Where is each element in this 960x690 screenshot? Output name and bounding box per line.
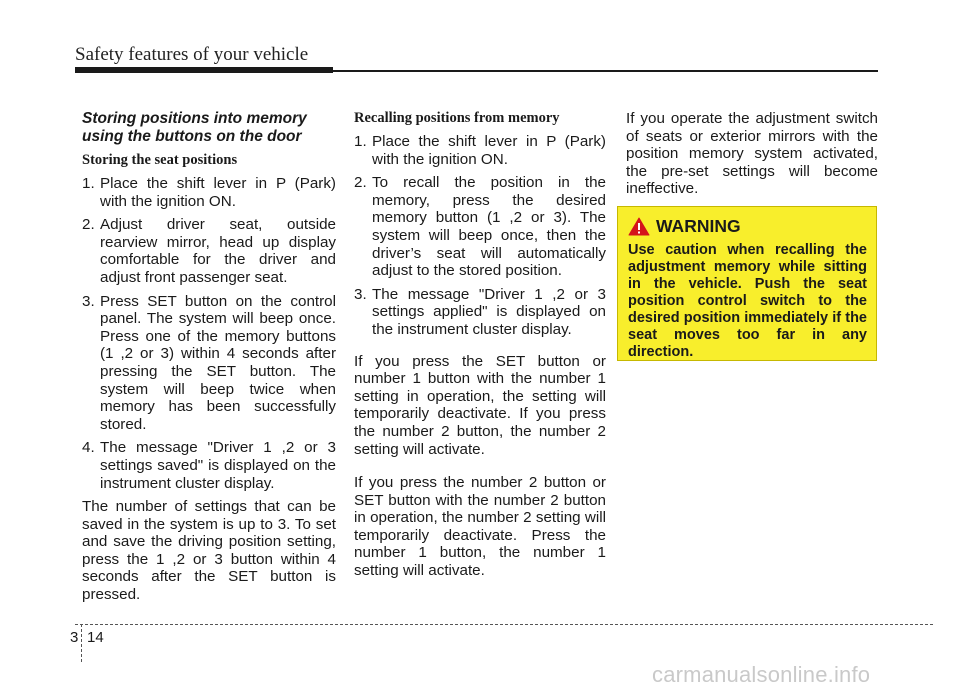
- store-steps-list: [82, 175, 336, 492]
- step-number: 1.: [354, 133, 367, 150]
- warning-text: Use caution when recalling the adjustment memory while sitting in the vehicle. Push the seat position control switch to the desired position immediately if the seat moves too far in any direction.: [628, 242, 867, 360]
- store-memory-heading: Storing positions into memory using the buttons on the door: [82, 110, 307, 145]
- right-column: [626, 110, 878, 198]
- watermark: carmanualsonline.info: [652, 662, 871, 687]
- section-title: Safety features of your vehicle: [75, 44, 309, 65]
- list-item: [82, 293, 336, 434]
- number2-button-paragraph: If you press the number 2 button or SET button with the number 2 button in operation, the number 2 setting will temporarily deactivate. Press the number 1 button, the number 1 setting will activate.: [354, 474, 606, 580]
- step-number: 4.: [82, 439, 95, 457]
- list-item: [82, 216, 336, 286]
- step-text: Adjust driver seat, outside rearview mirror, head up display comfortable for the driver and adjust front passenger seat.: [100, 216, 336, 286]
- step-number: 2.: [82, 216, 95, 234]
- step-number: 1.: [82, 175, 95, 192]
- header-rule-thin: [333, 70, 878, 72]
- page-number: 14: [87, 629, 104, 646]
- step-number: 2.: [354, 174, 367, 192]
- middle-column: [354, 110, 606, 580]
- list-item: [354, 286, 606, 339]
- header-rule-thick: [75, 67, 333, 73]
- chapter-number: 3: [70, 629, 79, 646]
- store-seat-subheading: Storing the seat positions: [82, 152, 238, 168]
- step-text: Press SET button on the control panel. The system will beep once. Press one of the memory buttons (1 ,2 or 3) within 4 seconds after pressing the SET button. The system will beep twice when memory has been successfully stored.: [100, 292, 336, 433]
- step-number: 3.: [82, 292, 95, 310]
- step-text: Place the shift lever in P (Park) with the ignition ON.: [100, 175, 336, 210]
- step-text: To recall the position in the memory, press the desired memory button (1 ,2 or 3). The system will beep once, then the driver’s seat will automatically adjust to the stored position.: [372, 174, 606, 280]
- list-item: [82, 439, 336, 492]
- ineffective-paragraph: If you operate the adjustment switch of seats or exterior mirrors with the position memory system activated, the pre-set settings will become ineffective.: [626, 110, 878, 198]
- step-number: 3.: [354, 285, 367, 303]
- footer-dashed-line: [75, 624, 933, 625]
- step-text: Place the shift lever in P (Park) with the ignition ON.: [372, 133, 606, 168]
- footer-dashed-separator: [81, 624, 82, 662]
- set-button-paragraph: If you press the SET button or number 1 button with the number 1 setting in operation, the setting will temporarily deactivate. If you press the number 2 button, the number 2 setting will activate.: [354, 352, 606, 458]
- recall-heading: Recalling positions from memory: [354, 110, 560, 126]
- settings-limit-paragraph: The number of settings that can be saved in the system is up to 3. To set and save the driving position setting, press the 1 ,2 or 3 button within 4 seconds after the SET button is pressed.: [82, 498, 336, 604]
- warning-box: [617, 206, 877, 361]
- left-column: [82, 110, 336, 604]
- step-text: The message "Driver 1 ,2 or 3 settings saved" is displayed on the instrument cluster display.: [100, 439, 336, 492]
- step-text: The message "Driver 1 ,2 or 3 settings applied" is displayed on the instrument cluster display.: [372, 285, 606, 338]
- list-item: [354, 174, 606, 280]
- warning-title: WARNING: [656, 216, 741, 236]
- recall-steps-list: [354, 133, 606, 339]
- warning-header: [628, 216, 867, 237]
- warning-triangle-icon: [628, 217, 650, 236]
- list-item: [354, 133, 606, 168]
- list-item: [82, 175, 336, 210]
